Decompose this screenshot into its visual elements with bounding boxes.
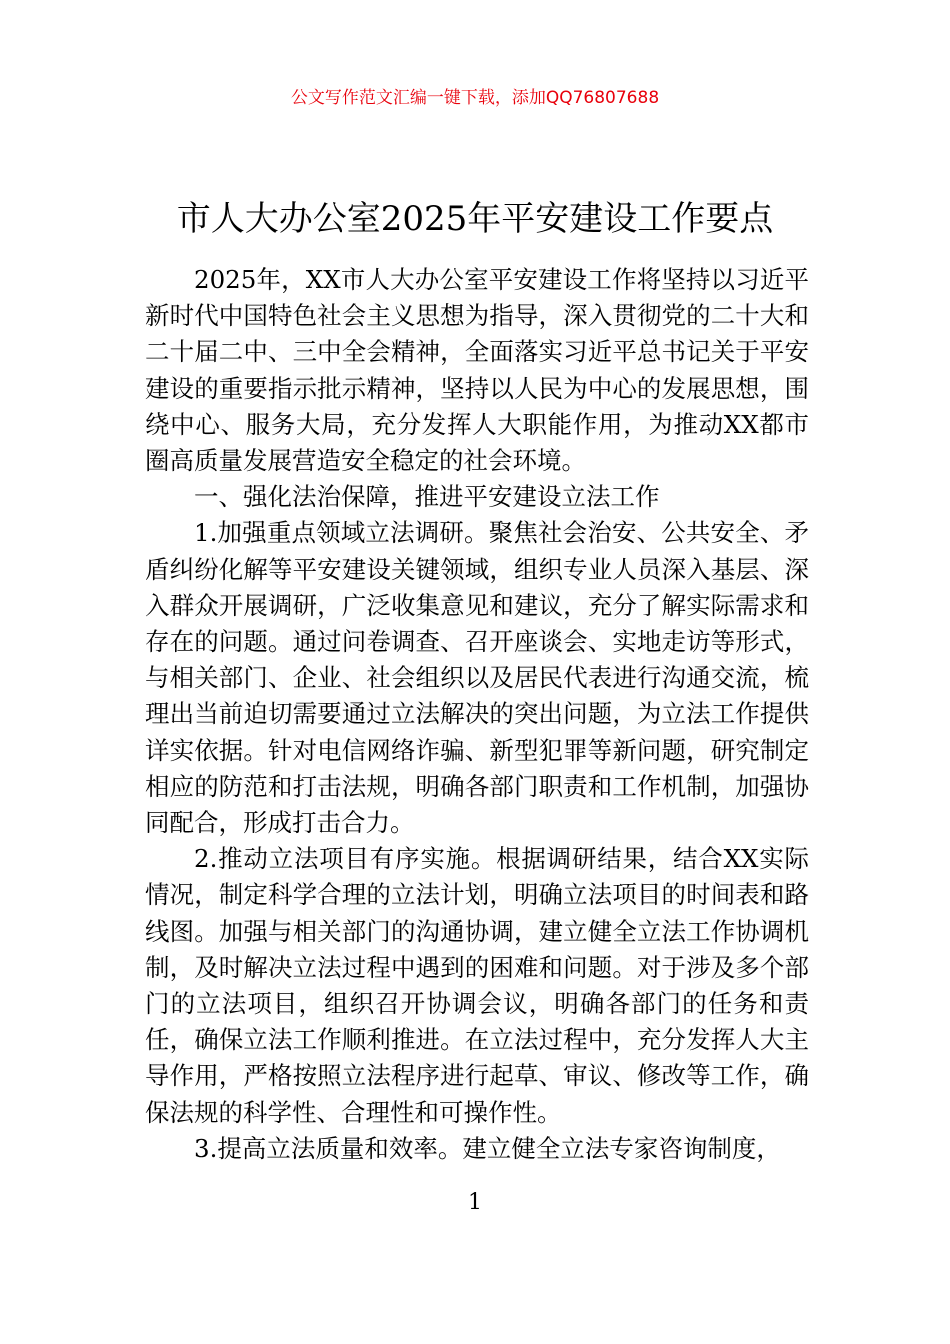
download-promo-note: 公文写作范文汇编一键下载，添加QQ76807688 <box>290 88 660 108</box>
intro-paragraph: 2025年，XX市人大办公室平安建设工作将坚持以习近平新时代中国特色社会主义思想为指导，深入贯彻党的二十大和二十届二中、三中全会精神，全面落实习近平总书记关于平安建设的重要指示批示精神，坚持以人民为中心的发展思想，围绕中心、服务大局，充分发挥人大职能作用，为推动XX都市圈高质量发展营造安全稳定的社会环境。 <box>145 265 809 476</box>
section-heading: 一、强化法治保障，推进平安建设立法工作 <box>194 482 660 512</box>
document-title: 市人大办公室2025年平安建设工作要点 <box>176 198 774 239</box>
body-paragraph: 3.提高立法质量和效率。建立健全立法专家咨询制度， <box>194 1133 781 1163</box>
document-body <box>145 262 809 1167</box>
body-paragraph: 1.加强重点领域立法调研。聚焦社会治安、公共安全、矛盾纠纷化解等平安建设关键领域，组织专业人员深入基层、深入群众开展调研，广泛收集意见和建议，充分了解实际需求和存在的问题。通过问卷调查、召开座谈会、实地走访等形式，与相关部门、企业、社会组织以及居民代表进行沟通交流，梳理出当前迫切需要通过立法解决的突出问题，为立法工作提供详实依据。针对电信网络诈骗、新型犯罪等新问题，研究制定相应的防范和打击法规，明确各部门职责和工作机制，加强协同配合，形成打击合力。 <box>145 518 809 838</box>
body-paragraph: 2.推动立法项目有序实施。根据调研结果，结合XX实际情况，制定科学合理的立法计划，明确立法项目的时间表和路线图。加强与相关部门的沟通协调，建立健全立法工作协调机制，及时解决立法过程中遇到的困难和问题。对于涉及多个部门的立法项目，组织召开协调会议，明确各部门的任务和责任，确保立法工作顺利推进。在立法过程中，充分发挥人大主导作用，严格按照立法程序进行起草、审议、修改等工作，确保法规的科学性、合理性和可操作性。 <box>145 844 809 1127</box>
page-number: 1 <box>468 1190 482 1215</box>
